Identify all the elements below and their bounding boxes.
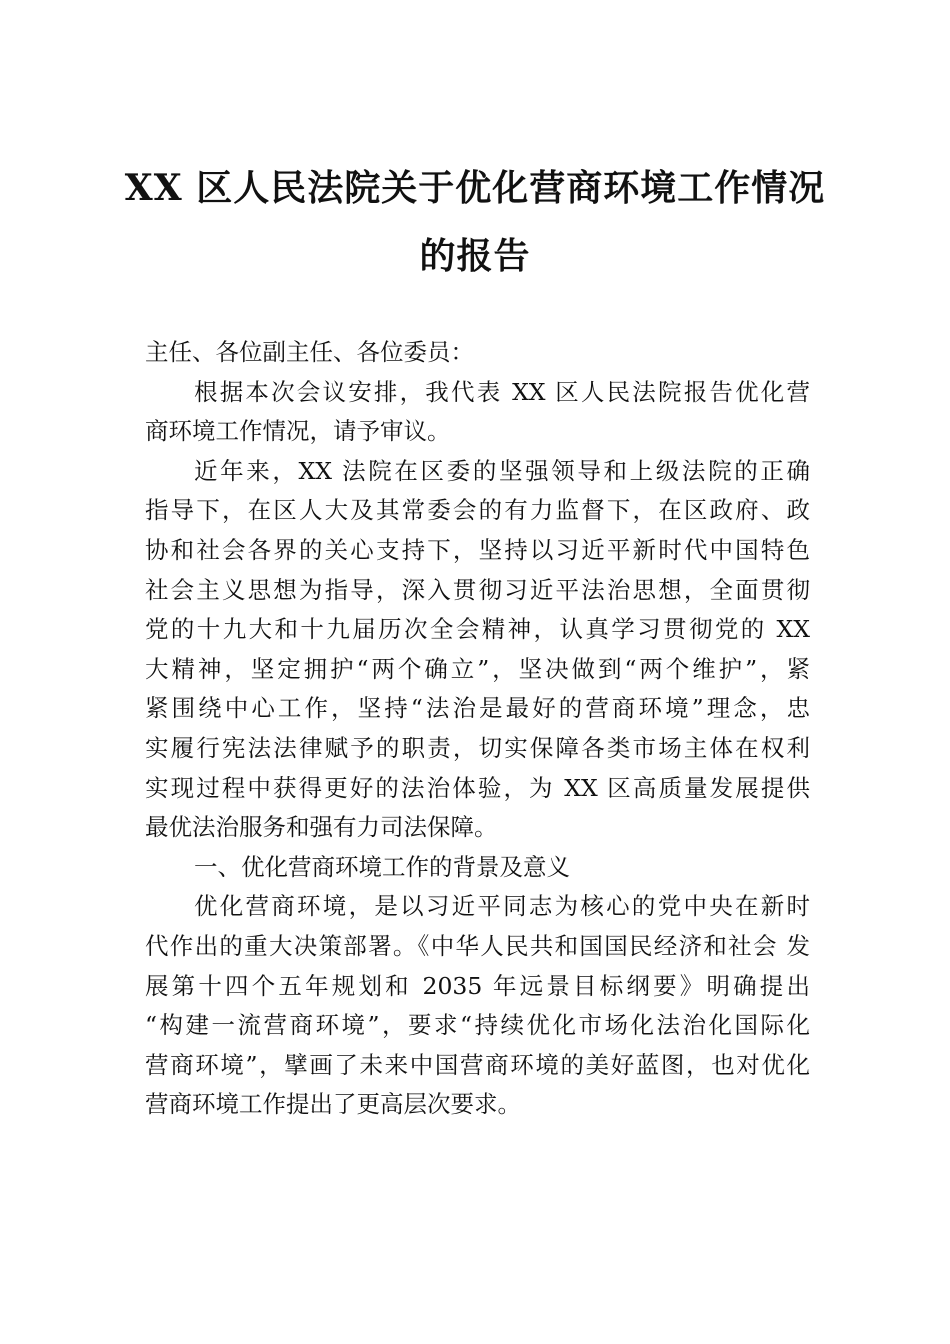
paragraph-line: 党的十九大和十九届历次全会精神，认真学习贯彻党的 XX: [145, 615, 810, 644]
paragraph-line: 大精神，坚定拥护“两个确立”，坚决做到“两个维护”，紧: [145, 654, 810, 683]
paragraph-line: 营商环境工作提出了更高层次要求。: [145, 1090, 521, 1119]
paragraph-line: 最优法治服务和强有力司法保障。: [145, 813, 498, 842]
paragraph-line: “构建一流营商环境”，要求“持续优化市场化法治化国际化: [145, 1011, 810, 1040]
paragraph-line: 协和社会各界的关心支持下，坚持以习近平新时代中国特色: [145, 535, 810, 564]
paragraph-line: 实履行宪法法律赋予的职责，切实保障各类市场主体在权利: [145, 733, 810, 762]
paragraph-line: 指导下，在区人大及其常委会的有力监督下，在区政府、政: [145, 496, 810, 525]
section-heading: 一、优化营商环境工作的背景及意义: [194, 852, 570, 881]
paragraph-line: 营商环境”，擘画了未来中国营商环境的美好蓝图，也对优化: [145, 1050, 810, 1079]
paragraph-line: 代作出的重大决策部署。《中华人民共和国国民经济和社会 发: [145, 931, 810, 960]
salutation: 主任、各位副主任、各位委员：: [145, 338, 474, 366]
document-title-line-2: 的报告: [419, 235, 531, 277]
paragraph-line: 优化营商环境，是以习近平同志为核心的党中央在新时: [194, 892, 810, 921]
paragraph-line: 根据本次会议安排，我代表 XX 区人民法院报告优化营: [194, 377, 810, 406]
section-heading-1: [145, 848, 810, 888]
paragraph-line: 社会主义思想为指导，深入贯彻习近平法治思想，全面贯彻: [145, 575, 810, 604]
document-body: [145, 333, 810, 1125]
paragraph-3: [145, 887, 810, 1125]
paragraph-line: 近年来，XX 法院在区委的坚强领导和上级法院的正确: [194, 456, 810, 485]
paragraph-line: 展第十四个五年规划和 2035 年远景目标纲要》明确提出: [145, 971, 810, 1000]
paragraph-1: [145, 373, 810, 452]
paragraph-line: 实现过程中获得更好的法治体验，为 XX 区高质量发展提供: [145, 773, 810, 802]
paragraph-line: 商环境工作情况，请予审议。: [145, 417, 451, 446]
paragraph-line: 紧围绕中心工作，坚持“法治是最好的营商环境”理念，忠: [145, 694, 810, 723]
document-title-line-1: XX 区人民法院关于优化营商环境工作情况: [124, 167, 826, 209]
paragraph-2: [145, 452, 810, 848]
